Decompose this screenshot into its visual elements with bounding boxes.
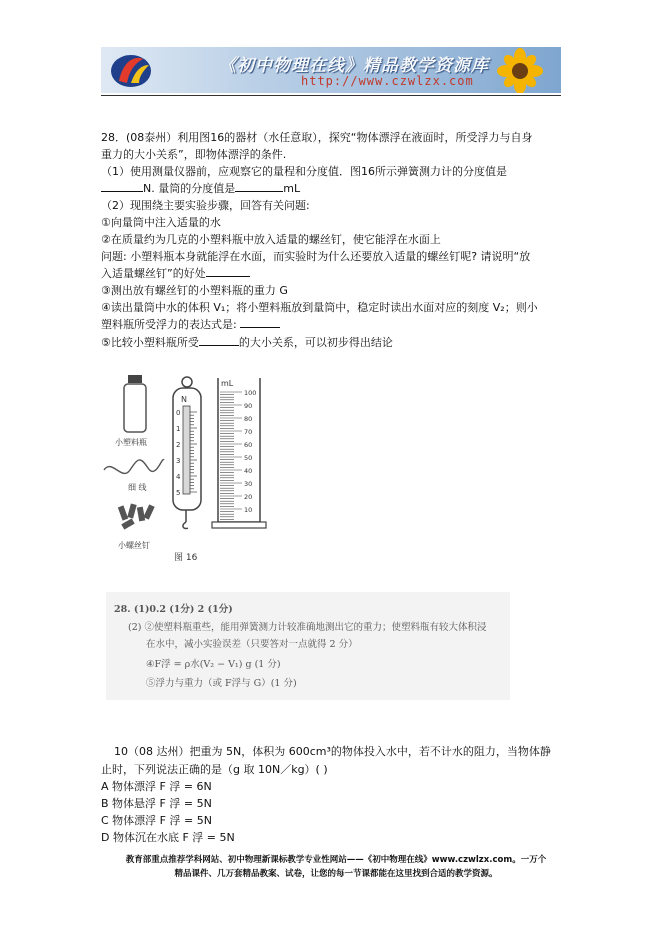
measuring-cylinder-icon <box>212 378 266 528</box>
screws-icon <box>118 503 155 529</box>
q28-line10: ③测出放有螺丝钉的小塑料瓶的重力 G <box>101 284 288 297</box>
cylinder-tick-label: 80 <box>244 415 253 423</box>
scale-tick-label: 5 <box>176 489 181 497</box>
q28-line3: （1）使用测量仪器前，应观察它的量程和分度值．图16所示弹簧测力计的分度值是 <box>101 165 507 178</box>
q28-line12-text: 塑料瓶所受浮力的表达式是: <box>101 318 237 331</box>
cylinder-tick-label: 20 <box>244 493 253 501</box>
q28-line13 <box>101 334 563 352</box>
q28-line12 <box>101 316 563 334</box>
header-divider <box>101 95 561 96</box>
cylinder-tick-label: 100 <box>244 389 257 397</box>
answer-blank[interactable] <box>101 180 143 192</box>
plastic-bottle-icon <box>124 375 146 432</box>
q28-line4a: N. 量筒的分度值是 <box>143 182 236 195</box>
q28-line11: ④读出量筒中水的体积 V₁；将小塑料瓶放到量筒中，稳定时读出水面对应的刻度 V₂；则小 <box>101 301 538 314</box>
answer-key-image <box>106 592 510 700</box>
answer-blank[interactable] <box>206 265 250 277</box>
footer-line2: 精品课件、几万套精品教案、试卷，让您的每一节课都能在这里找到合适的教学资源。 <box>174 869 498 879</box>
answer-line5: ⑤浮力与重力（或 F浮与 G）(1 分) <box>146 678 297 689</box>
q10-option-b: B 物体悬浮 F 浮 = 5N <box>101 797 212 810</box>
screw-label: 小螺丝钉 <box>118 541 150 550</box>
scale-tick-label: 2 <box>176 441 181 449</box>
q28-line13b: 的大小关系，可以初步得出结论 <box>238 336 393 349</box>
answer-line1: 28. (1)0.2 (1分) 2 (1分) <box>114 604 233 615</box>
q28-line1: 28．(08泰州）利用图16的器材（水任意取），探究“物体漂浮在液面时，所受浮力与自身 <box>101 131 533 144</box>
scale-tick-label: 1 <box>176 425 181 433</box>
banner-url[interactable]: http://www.czwlzx.com <box>301 74 474 88</box>
q28-line2: 重力的大小关系”，即物体漂浮的条件. <box>101 148 287 161</box>
q28-line6: ①向量筒中注入适量的水 <box>101 216 221 229</box>
q28-line5: （2）现围绕主要实验步骤，回答有关问题: <box>101 199 310 212</box>
scale-tick-label: 3 <box>176 457 181 465</box>
sunflower-icon <box>485 47 555 93</box>
q10-line2: 止时，下列说法正确的是（g 取 10N／kg）( ) <box>101 763 328 776</box>
answer-line4: ④F浮 = ρ水(V₂ − V₁) g (1 分) <box>146 659 281 670</box>
cylinder-tick-label: 60 <box>244 441 253 449</box>
cylinder-tick-label: 50 <box>244 454 253 462</box>
figure-16 <box>100 372 270 568</box>
cylinder-tick-label: 40 <box>244 467 253 475</box>
answer-line2: (2) ②使塑料瓶重些，能用弹簧测力计较准确地测出它的重力；使塑料瓶有较大体积浸 <box>128 622 487 633</box>
header-banner <box>101 47 561 93</box>
thread-icon <box>104 460 164 474</box>
scale-unit: N <box>181 395 187 404</box>
scale-tick-label: 0 <box>176 409 181 417</box>
q28-line4 <box>101 180 563 198</box>
q28-line8: 问题: 小塑料瓶本身就能浮在水面，而实验时为什么还要放入适量的螺丝钉呢? 请说明“放 <box>101 250 531 263</box>
site-logo-icon <box>109 51 153 89</box>
q10-option-a: A 物体漂浮 F 浮 = 6N <box>101 780 212 793</box>
q10-line1: 10（08 达州）把重为 5N，体积为 600cm³的物体投入水中，若不计水的阻力，当物体静 <box>114 745 551 758</box>
thread-label: 细 线 <box>128 483 147 492</box>
cylinder-tick-label: 90 <box>244 402 253 410</box>
q28-line9-text: 入适量螺丝钉”的好处 <box>101 267 206 280</box>
q28-line4b: mL <box>283 182 301 195</box>
answer-blank[interactable] <box>199 334 239 346</box>
answer-blank[interactable] <box>240 316 280 328</box>
q28-line13a: ⑤比较小塑料瓶所受 <box>101 336 199 349</box>
q28-line7: ②在质量约为几克的小塑料瓶中放入适量的螺丝钉，使它能浮在水面上 <box>101 233 441 246</box>
banner-title: 《初中物理在线》精品教学资源库 <box>219 56 489 76</box>
footer-line1: 教育部重点推荐学科网站、初中物理新课标教学专业性网站——《初中物理在线》www.czwlzx.com。一万个 <box>125 855 547 865</box>
scale-tick-label: 4 <box>176 473 181 481</box>
cylinder-tick-label: 70 <box>244 428 253 436</box>
spring-scale-icon <box>173 377 201 529</box>
cylinder-tick-label: 10 <box>244 506 253 514</box>
q10-option-c: C 物体漂浮 F 浮 = 5N <box>101 814 212 827</box>
q28-line9 <box>101 265 563 283</box>
bottle-label: 小塑料瓶 <box>115 438 147 447</box>
cylinder-unit: mL <box>221 379 234 388</box>
answer-line3: 在水中，减小实验误差（只要答对一点就得 2 分） <box>146 639 358 650</box>
cylinder-tick-label: 30 <box>244 480 253 488</box>
q10-option-d: D 物体沉在水底 F 浮 = 5N <box>101 831 235 844</box>
answer-blank[interactable] <box>235 180 283 192</box>
figure-caption: 图 16 <box>174 553 198 563</box>
footer <box>101 853 571 881</box>
